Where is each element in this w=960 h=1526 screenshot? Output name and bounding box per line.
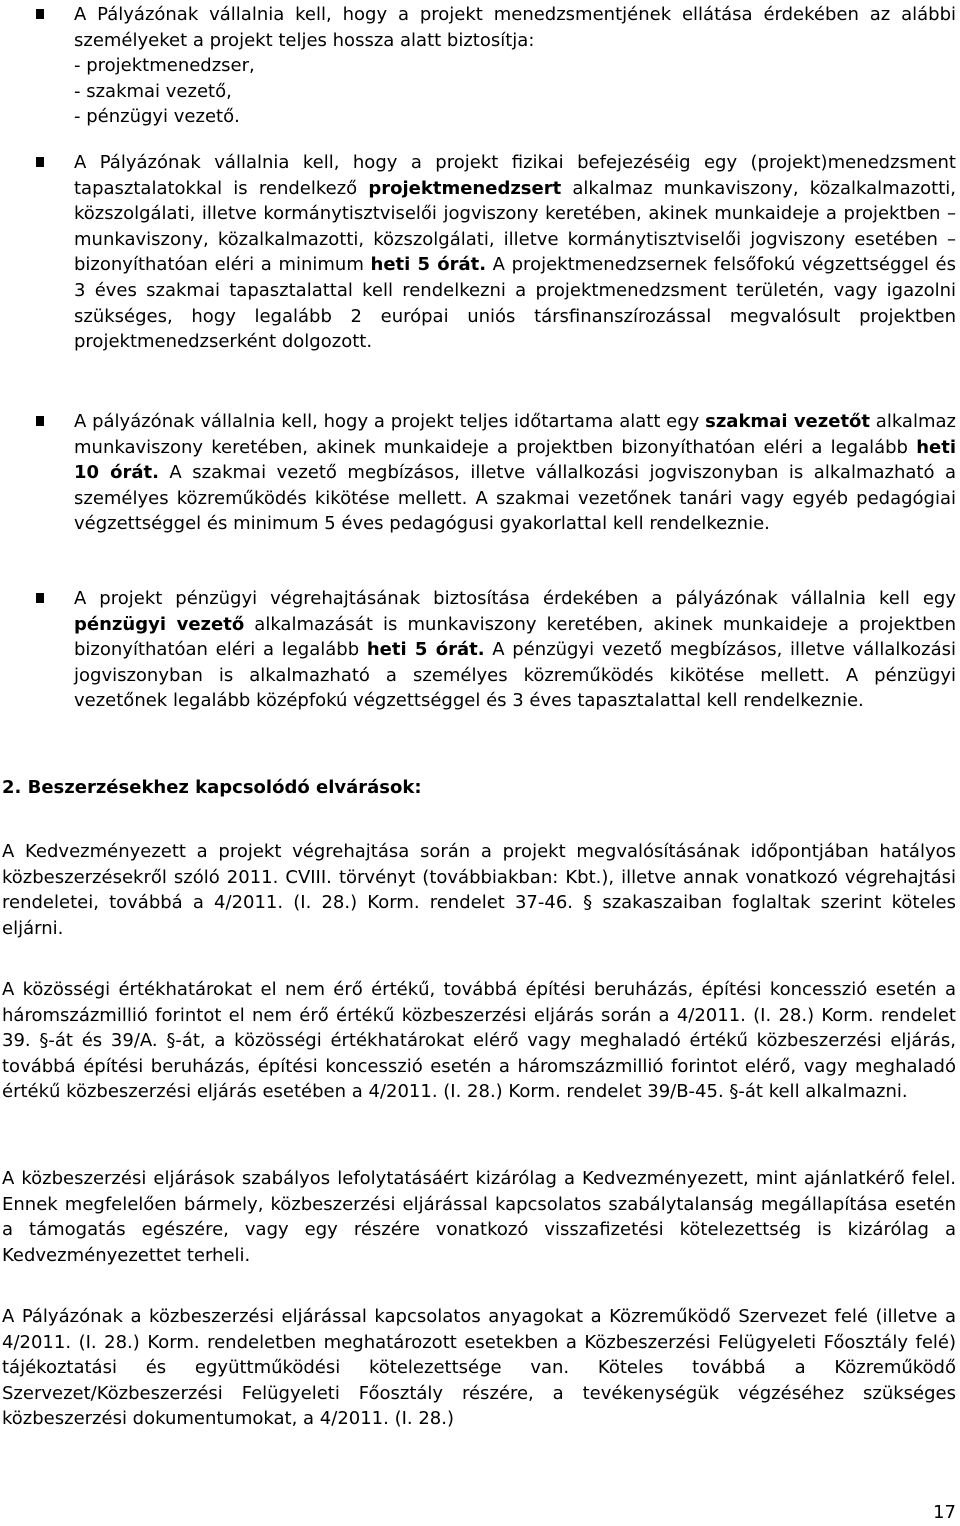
- bullet-text: A Pályázónak vállalnia kell, hogy a projekt menedzsmentjének ellátása érdekében az alábbi személyeket a projekt teljes hossza alatt biztosítja:: [74, 4, 956, 51]
- paragraph: A közösségi értékhatárokat el nem érő értékű, továbbá építési beruházás, építési koncesszió esetén a háromszázmillió forintot el nem érő értékű közbeszerzési eljárás során a 4/2011. (I. 28.) Korm. rendelet 39. §-át és 39/A. §-át, a közösségi értékhatárokat elérő vagy meghaladó értékű közbeszerzési eljárás, továbbá építési beruházás, építési koncesszió esetén a háromszázmillió forintot elérő, vagy meghaladó értékű közbeszerzési eljárás esetében a 4/2011. (I. 28.) Korm. rendelet 39/B-45. §-át kell alkalmazni.: [2, 979, 956, 1103]
- text-run: alkalmazását is munkaviszony keretében, akinek munkaideje a projektben bizonyíthatóan eléri a legalább: [74, 613, 956, 661]
- bold-term: projektmenedzsert: [368, 177, 562, 199]
- bullet-item-professional-lead: [74, 409, 956, 537]
- paragraph: A Pályázónak a közbeszerzési eljárással kapcsolatos anyagokat a Közreműködő Szervezet felé (illetve a 4/2011. (I. 28.) Korm. rendeletben meghatározott esetekben a Közbeszerzési Felügyeleti Főosztály felé) tájékoztatási és együttműködési kötelezettsége van. Köteles továbbá a Közreműködő Szervezet/Közbeszerzési Felügyeleti Főosztály részére, a tevékenységük végzéséhez szükséges közbeszerzési dokumentumokat, a 4/2011. (I. 28.): [2, 1306, 956, 1430]
- bold-term: heti 10 órát.: [74, 436, 956, 484]
- paragraph: A közbeszerzési eljárások szabályos lefolytatásáért kizárólag a Kedvezményezett, mint ajánlatkérő felel. Ennek megfelelően bármely, közbeszerzési eljárással kapcsolatos szabálytalanság megállapítása esetén a támogatás egészére, vagy egy részére vonatkozó visszafizetési kötelezettség is kizárólag a Kedvezményezettet terheli.: [2, 1168, 956, 1266]
- sub-list-item: - projektmenedzser,: [74, 55, 255, 77]
- sub-list-item: - pénzügyi vezető.: [74, 106, 240, 128]
- text-run: A pénzügyi vezető megbízásos, illetve vállalkozási jogviszonyban is alkalmazható a személyes közreműködés kikötése mellett. A pénzügyi vezetőnek legalább középfokú végzettséggel és 3 éves tapasztalattal kell rendelkeznie.: [74, 639, 956, 712]
- page-number: 17: [933, 1502, 956, 1523]
- text-run: alkalmaz munkaviszony keretében, akinek munkaideje a projektben bizonyíthatóan eléri a legalább: [74, 411, 956, 458]
- bold-term: pénzügyi vezető: [74, 613, 245, 635]
- text-run: A szakmai vezető megbízásos, illetve vállalkozási jogviszonyban is alkalmazható a személyes közreműködés kikötése mellett. A szakmai vezetőnek tanári vagy egyéb pedagógiai végzettséggel és minimum 5 éves pedagógusi gyakorlattal kell rendelkeznie.: [74, 462, 957, 535]
- text-run: A Pályázónak vállalnia kell, hogy a projekt fizikai befejezéséig egy (projekt)menedzsment tapasztalatokkal is rendelkező: [74, 152, 956, 199]
- square-bullet-icon: [36, 157, 44, 167]
- text-run: A projekt pénzügyi végrehajtásának biztosítása érdekében a pályázónak vállalnia kell egy: [74, 588, 956, 609]
- square-bullet-icon: [36, 416, 44, 426]
- bold-term: szakmai vezetőt: [705, 411, 871, 432]
- bullet-item-project-manager: [74, 150, 956, 355]
- text-run: alkalmaz munkaviszony, közalkalmazotti, közszolgálati, illetve kormánytisztviselői jogviszony keretében, akinek munkaideje a projektben – munkaviszony, közalkalmazotti, közszolgálati, illetve kormánytisztviselői jogviszony esetében – bizonyíthatóan eléri a minimum: [74, 177, 956, 276]
- square-bullet-icon: [36, 593, 44, 603]
- sub-list-item: - szakmai vezető,: [74, 80, 232, 102]
- section-heading: 2. Beszerzésekhez kapcsolódó elvárások:: [2, 777, 422, 798]
- bullet-text: [74, 150, 956, 355]
- square-bullet-icon: [36, 9, 44, 19]
- sub-list: [74, 53, 956, 130]
- bold-term: heti 5 órát.: [366, 639, 485, 661]
- text-run: A projektmenedzsernek felsőfokú végzettséggel és 3 éves szakmai tapasztalattal kell rendelkezni a projektmenedzsment területén, vagy igazolni szükséges, hogy legalább 2 európai uniós társfinanszírozással megvalósult projektben projektmenedzserként dolgozott.: [74, 254, 957, 353]
- paragraph: A Kedvezményezett a projekt végrehajtása során a projekt megvalósításának időpontjában hatályos közbeszerzésekről szóló 2011. CVIII. törvényt (továbbiakban: Kbt.), illetve annak vonatkozó végrehajtási rendeletei, továbbá a 4/2011. (I. 28.) Korm. rendelet 37-46. § szakaszaiban foglaltak szerint köteles eljárni.: [2, 841, 956, 939]
- bullet-item-financial-lead: [74, 586, 956, 714]
- bullet-item-management-staff: [74, 2, 956, 130]
- bold-term: heti 5 órát.: [370, 254, 487, 276]
- bullet-text: [74, 586, 956, 714]
- bullet-text: [74, 409, 956, 537]
- text-run: A pályázónak vállalnia kell, hogy a projekt teljes időtartama alatt egy: [74, 411, 706, 432]
